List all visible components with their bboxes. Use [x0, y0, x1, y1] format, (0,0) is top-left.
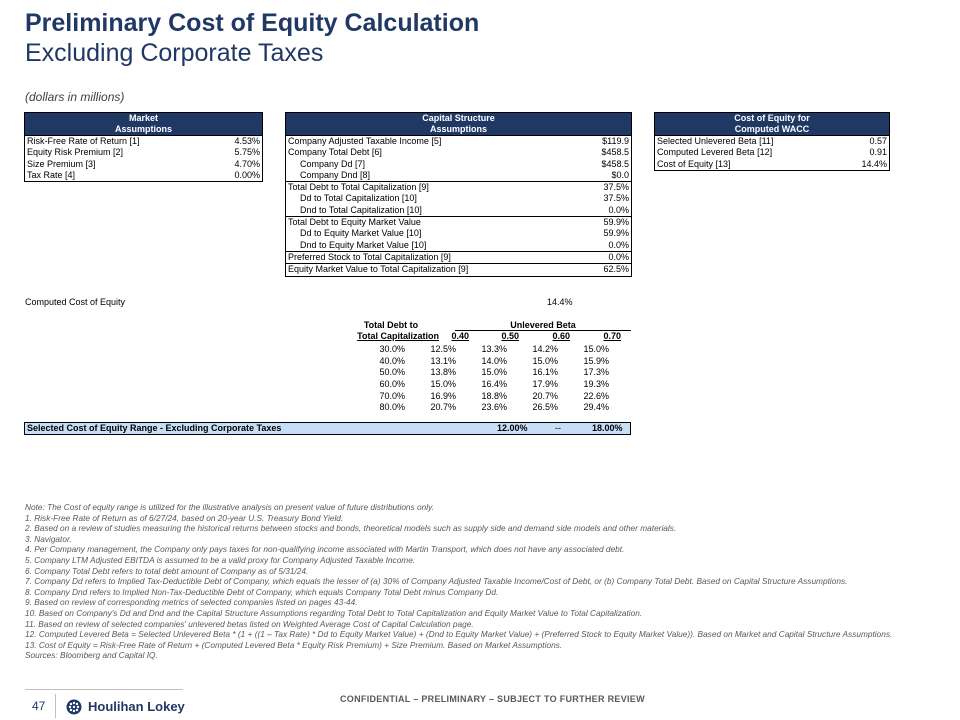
houlihan-lokey-logo-icon — [66, 699, 82, 715]
wacc-header: Cost of Equity for Computed WACC — [655, 113, 889, 136]
page-number: 47 — [32, 699, 46, 713]
sensitivity-table — [345, 343, 609, 413]
footnote: 2. Based on a review of studies measuring the historical returns between stocks and bonds, theoretical models such as supply side and demand side models and other materials. — [25, 523, 677, 534]
page-subtitle: Excluding Corporate Taxes — [25, 39, 324, 67]
footnote: 3. Navigator. — [25, 533, 72, 544]
footnote: Sources: Bloomberg and Capital IQ. — [25, 650, 158, 661]
beta-col-header: 0.70 — [603, 331, 621, 341]
table-row: Tax Rate [4] 0.00% — [27, 169, 260, 180]
footnote: 7. Company Dd refers to Implied Tax-Deductible Debt of Company, which equals the lesser of (a) 30% of Company Adjusted Taxable Income/Cost of Debt, or (b) Company Total Debt. Based on Capital Structure Assumptions. — [25, 576, 848, 587]
sensitivity-header — [345, 320, 635, 342]
houlihan-lokey-logo-text: Houlihan Lokey — [88, 699, 185, 714]
row-header-line2: Total Capitalization — [357, 331, 439, 341]
beta-col-header: 0.60 — [552, 331, 570, 341]
market-assumptions-header: Market Assumptions — [25, 113, 262, 136]
footnote: 1. Risk-Free Rate of Return as of 6/27/24, based on 20-year U.S. Treasury Bond Yield. — [25, 512, 344, 523]
footnote: 6. Company Total Debt refers to total debt amount of Company as of 5/31/24. — [25, 565, 309, 576]
table-row: 60.0% 15.0% 16.4% 17.9% 19.3% — [379, 378, 609, 389]
table-row: 30.0% 12.5% 13.3% 14.2% 15.0% — [379, 343, 609, 354]
range-dash: -- — [555, 423, 561, 433]
unlevered-beta-header: Unlevered Beta — [455, 320, 631, 331]
row-header-line1: Total Debt to — [363, 320, 419, 330]
page-title: Preliminary Cost of Equity Calculation — [25, 9, 480, 37]
table-row: Equity Risk Premium [2] 5.75% — [27, 147, 260, 158]
selected-range-bar — [24, 422, 631, 435]
computed-value: 14.4% — [547, 297, 573, 307]
table-row: Company Adjusted Taxable Income [5] $119.9 — [288, 136, 629, 146]
confidential-label: CONFIDENTIAL – PRELIMINARY – SUBJECT TO FURTHER REVIEW — [340, 694, 645, 704]
footnote: 4. Per Company management, the Company only pays taxes for non-qualifying income associated with Martin Transport, which does not have any associated debt. — [25, 544, 625, 555]
table-row: 40.0% 13.1% 14.0% 15.0% 15.9% — [379, 355, 609, 366]
footnote: 13. Cost of Equity = Risk-Free Rate of Return + (Computed Levered Beta * Equity Risk Premium) + Size Premium. Based on Market Assumptions. — [25, 639, 563, 650]
table-row: 80.0% 20.7% 23.6% 26.5% 29.4% — [379, 402, 609, 413]
table-row: Dd to Total Capitalization [10] 37.5% — [300, 193, 629, 204]
computed-cost-of-equity — [25, 297, 585, 307]
footnotes — [25, 502, 930, 661]
table-row: Dnd to Equity Market Value [10] 0.0% — [300, 239, 629, 250]
wacc-box — [654, 112, 890, 171]
table-row: Equity Market Value to Total Capitalization [9] 62.5% — [288, 264, 629, 275]
table-row: 70.0% 16.9% 18.8% 20.7% 22.6% — [379, 390, 609, 401]
table-row: Company Dd [7] $458.5 — [300, 158, 629, 169]
footnote: 9. Based on review of corresponding metrics of selected companies listed on pages 43-44. — [25, 597, 358, 608]
units-note: (dollars in millions) — [25, 90, 125, 104]
capital-structure-box — [285, 112, 632, 277]
footer-divider — [25, 689, 183, 690]
market-assumptions-box — [24, 112, 263, 182]
table-row: 50.0% 13.8% 15.0% 16.1% 17.3% — [379, 367, 609, 378]
beta-col-header: 0.40 — [451, 331, 469, 341]
table-row: Company Total Debt [6] $458.5 — [288, 147, 629, 158]
table-row: Total Debt to Equity Market Value 59.9% — [288, 217, 629, 228]
footnote: 11. Based on review of selected companies' unlevered betas listed on Weighted Average Cost of Capital Calculation page. — [25, 618, 474, 629]
footnote: 12. Computed Levered Beta = Selected Unlevered Beta * (1 + ((1 – Tax Rate) * Dd to Equity Market Value) + (Dnd to Equity Market Value) + (Preferred Stock to Equity Market Value)). Based on Market and Capital Structure Assumptions. — [25, 629, 893, 640]
table-row: Computed Levered Beta [12] 0.91 — [657, 147, 887, 158]
table-row: Dnd to Total Capitalization [10] 0.0% — [300, 204, 629, 215]
table-row: Dd to Equity Market Value [10] 59.9% — [300, 228, 629, 239]
computed-label: Computed Cost of Equity — [25, 297, 126, 307]
table-row: Selected Unlevered Beta [11] 0.57 — [657, 136, 887, 146]
table-row: Total Debt to Total Capitalization [9] 37.5% — [288, 182, 629, 193]
range-label: Selected Cost of Equity Range - Excluding Corporate Taxes — [27, 423, 282, 433]
footnote: 5. Company LTM Adjusted EBITDA is assumed to be a valid proxy for Company Adjusted Taxable Income. — [25, 554, 416, 565]
range-low: 12.00% — [497, 423, 528, 433]
footnote: 8. Company Dnd refers to Implied Non-Tax-Deductible Debt of Company, which equals Company Total Debt minus Company Dd. — [25, 586, 499, 597]
table-row: Company Dnd [8] $0.0 — [300, 169, 629, 180]
table-row: Risk-Free Rate of Return [1] 4.53% — [27, 136, 260, 146]
table-row: Size Premium [3] 4.70% — [27, 158, 260, 169]
footnote: Note: The Cost of equity range is utilized for the illustrative analysis on present value of future distributions only. — [25, 502, 434, 512]
beta-col-header: 0.50 — [501, 331, 519, 341]
footnote: 10. Based on Company's Dd and Dnd and the Capital Structure Assumptions regarding Total Debt to Total Capitalization and Equity Market Value to Total Capitalization. — [25, 607, 643, 618]
table-row: Preferred Stock to Total Capitalization [9] 0.0% — [288, 251, 629, 262]
capital-structure-header: Capital Structure Assumptions — [286, 113, 631, 136]
range-high: 18.00% — [592, 423, 623, 433]
footer-separator — [55, 694, 56, 718]
table-row: Cost of Equity [13] 14.4% — [657, 158, 887, 169]
